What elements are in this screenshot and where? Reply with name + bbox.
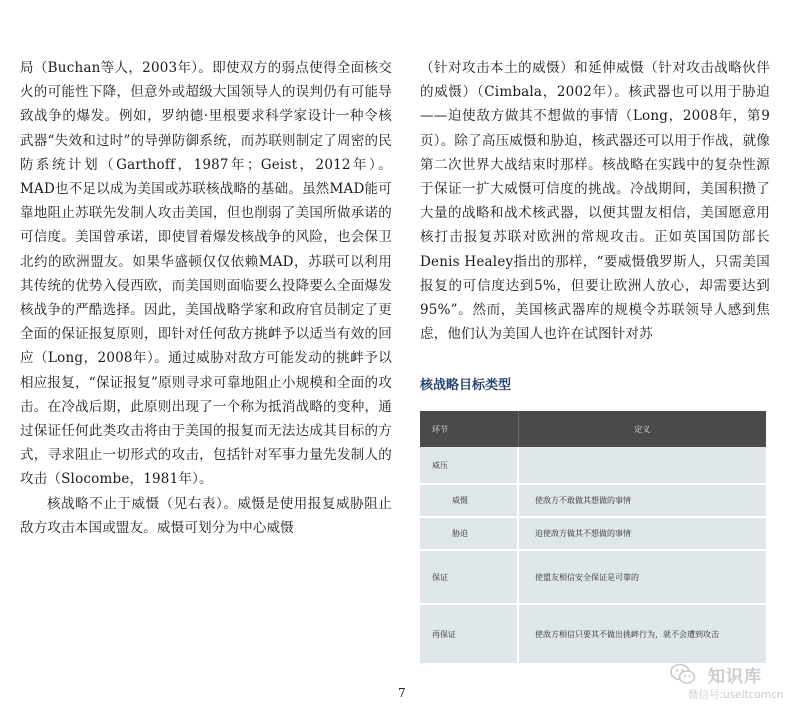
table-row (420, 550, 766, 604)
table-title: 核战略目标类型 (420, 378, 512, 393)
left-column (20, 56, 392, 540)
header-term: 环节 (420, 411, 518, 447)
body-paragraph: 核战略不止于威慑（见右表）。威慑是使用报复威胁阻止敌方攻击本国或盟友。威慑可划分为中心威慑 (20, 495, 392, 536)
right-column (420, 56, 770, 346)
row-definition: 使盟友相信安全保证是可靠的 (518, 550, 766, 604)
body-paragraph: （针对攻击本土的威慑）和延伸威慑（针对攻击战略伙伴的威慑）（Cimbala，2002年）。核武器也可以用于胁迫——迫使敌方做其不想做的事情（Long，2008年，第9页）。除了高压威慑和胁迫，核武器还可以用于作战，就像第二次世界大战结束时那样。核战略在实践中的复杂性源于保证一扩大威慑可信度的挑战。冷战期间，美国积攒了大量的战略和战术核武器，以便其盟友相信，美国愿意用核打击报复苏联对欧洲的常规攻击。正如英国国防部长Denis Healey指出的那样，“要威慑俄罗斯人，只需美国报复的可信度达到5%，但要让欧洲人放心，却需要达到95%”。然而，美国核武器库的规模令苏联领导人感到焦虑，他们认为美国人也许在试图针对苏 (420, 60, 770, 343)
table-row (420, 447, 766, 484)
table-row (420, 517, 766, 550)
table-row (420, 604, 766, 664)
table-header-row (420, 411, 766, 447)
row-term: 威压 (420, 447, 518, 484)
body-paragraph: 局（Buchan等人，2003年）。即使双方的弱点使得全面核交火的可能性下降，但意外或超级大国领导人的误判仍有可能导致战争的爆发。例如，罗纳德·里根要求科学家设计一种令核武器“失效和过时”的导弹防御系统，而苏联则制定了周密的民防系统计划（Garthoff，1987年；Geist，2012年）。MAD也不足以成为美国或苏联核战略的基础。虽然MAD能可靠地阻止苏联先发制人攻击美国，但也削弱了美国所做承诺的可信度。美国曾承诺，即使冒着爆发核战争的风险，也会保卫北约的欧洲盟友。如果华盛顿仅仅依赖MAD，苏联可以利用其传统的优势入侵西欧，而美国则面临要么投降要么全面爆发核战争的严酷选择。因此，美国战略学家和政府官员制定了更全面的保证报复原则，即针对任何敌方挑衅予以适当有效的回应（Long，2008年）。通过威胁对敌方可能发动的挑衅予以相应报复，“保证报复”原则寻求可靠地阻止小规模和全面的攻击。在冷战后期，此原则出现了一个称为抵消战略的变种，通过保证任何此类攻击将由于美国的报复而无法达成其目标的方式，寻求阻止一切形式的攻击，包括针对军事力量先发制人的攻击（Slocombe，1981年）。 (20, 60, 392, 488)
page-number: 7 (398, 686, 406, 700)
row-term: 再保证 (420, 604, 518, 664)
watermark (670, 661, 802, 707)
row-definition: 使敌方不敢做其想做的事情 (518, 484, 766, 517)
row-definition: 使敌方相信只要其不做出挑衅行为，就不会遭到攻击 (518, 604, 766, 664)
strategy-goals-table (420, 411, 766, 665)
row-definition (518, 447, 766, 484)
row-term: 保证 (420, 550, 518, 604)
row-term: 威慑 (420, 484, 518, 517)
watermark-account: 微信号:useitcomcn (688, 689, 784, 701)
row-definition: 迫使敌方做其不想做的事情 (518, 517, 766, 550)
watermark-name: 知识库 (708, 667, 762, 687)
header-definition: 定义 (518, 411, 766, 447)
row-term: 胁迫 (420, 517, 518, 550)
wechat-icon (670, 663, 696, 685)
table-row (420, 484, 766, 517)
